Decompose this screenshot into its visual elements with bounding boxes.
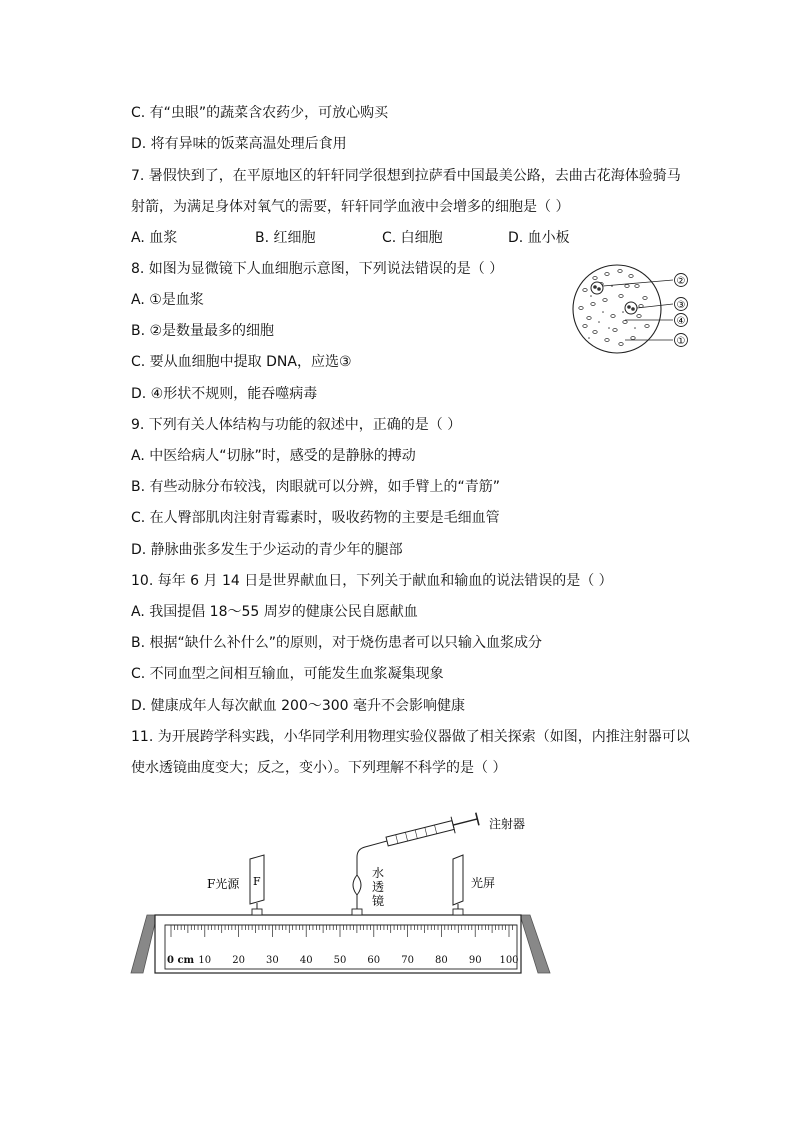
q7-stem-line2: 射箭，为满足身体对氧气的需要，轩轩同学血液中会增多的细胞是（ ） (131, 199, 570, 215)
ruler-tick-label: 100 (499, 955, 519, 966)
q10-stem: 10. 每年 6 月 14 日是世界献血日，下列关于献血和输血的说法错误的是（ ） (131, 573, 613, 589)
lens-label-2: 透 (372, 880, 385, 894)
blood-cell-figure (565, 256, 695, 361)
f-source-label: F光源 (207, 877, 240, 891)
q9-stem: 9. 下列有关人体结构与功能的叙述中，正确的是（ ） (131, 417, 462, 433)
ruler-tick-label: 70 (401, 955, 414, 966)
q11-stem-line2: 使水透镜曲度变大；反之，变小）。下列理解不科学的是（ ） (131, 760, 507, 776)
ruler-tick-label: 40 (299, 955, 313, 966)
fig-label-1: ① (676, 336, 686, 347)
q9-option-d: D. 静脉曲张多发生于少运动的青少年的腿部 (131, 542, 403, 558)
q6-option-d: D. 将有异味的饭菜高温处理后食用 (131, 136, 347, 152)
q8-option-c: C. 要从血细胞中提取 DNA，应选③ (131, 354, 352, 370)
q10-option-c: C. 不同血型之间相互输血，可能发生血浆凝集现象 (131, 666, 444, 682)
ruler-tick-label: 80 (435, 955, 448, 966)
ruler-unit-label: 0 cm (167, 955, 195, 966)
q8-option-a: A. ①是血浆 (131, 292, 204, 308)
f-letter: F (253, 875, 261, 888)
fig-label-3: ③ (676, 300, 686, 311)
q6-option-c: C. 有“虫眼”的蔬菜含农药少，可放心购买 (131, 105, 389, 121)
q7-stem-line1: 7. 暑假快到了，在平原地区的轩轩同学很想到拉萨看中国最美公路，去曲古花海体验骑马 (131, 168, 681, 184)
ruler-tick-label: 20 (232, 955, 245, 966)
q7-option-b: B. 红细胞 (255, 230, 316, 246)
q7-option-d: D. 血小板 (508, 230, 570, 246)
lens-label-1: 水 (372, 866, 385, 880)
optical-bench-diagram (125, 805, 565, 980)
ruler-tick-label: 50 (333, 955, 347, 966)
ruler-tick-label: 30 (266, 955, 279, 966)
ruler-tick-label: 90 (468, 955, 482, 966)
ruler-tick-label: 60 (367, 955, 381, 966)
fig-label-2: ② (676, 276, 686, 287)
q8-stem: 8. 如图为显微镜下人血细胞示意图，下列说法错误的是（ ） (131, 261, 504, 277)
q8-option-b: B. ②是数量最多的细胞 (131, 323, 275, 339)
lens-label-3: 镜 (372, 894, 385, 908)
q9-option-b: B. 有些动脉分布较浅，肉眼就可以分辨，如手臂上的“青筋” (131, 479, 501, 495)
q10-option-b: B. 根据“缺什么补什么”的原则，对于烧伤患者可以只输入血浆成分 (131, 635, 543, 651)
q8-option-d: D. ④形状不规则，能吞噬病毒 (131, 386, 318, 402)
fig-label-4: ④ (676, 316, 686, 327)
q7-option-a: A. 血浆 (131, 230, 178, 246)
q9-option-c: C. 在人臀部肌肉注射青霉素时，吸收药物的主要是毛细血管 (131, 510, 500, 526)
q9-option-a: A. 中医给病人“切脉”时，感受的是静脉的搏动 (131, 448, 416, 464)
screen-label: 光屏 (471, 876, 496, 890)
q7-option-c: C. 白细胞 (382, 230, 443, 246)
q10-option-d: D. 健康成年人每次献血 200～300 毫升不会影响健康 (131, 698, 466, 714)
syringe-label: 注射器 (489, 817, 526, 831)
ruler-tick-label: 10 (198, 955, 212, 966)
q11-stem-line1: 11. 为开展跨学科实践，小华同学利用物理实验仪器做了相关探索（如图，内推注射器可以 (131, 729, 690, 745)
q10-option-a: A. 我国提倡 18～55 周岁的健康公民自愿献血 (131, 604, 418, 620)
